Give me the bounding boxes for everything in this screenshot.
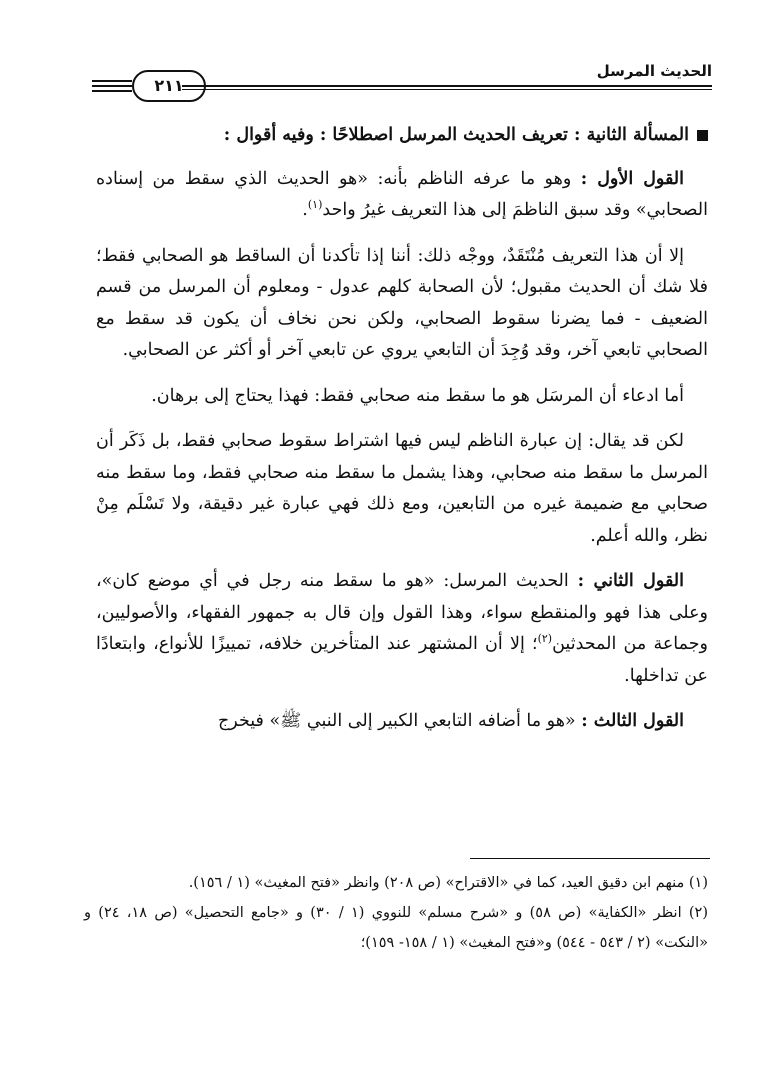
footnotes (84, 868, 708, 958)
second-opinion-label: القول الثاني : (577, 571, 684, 591)
first-opinion-text: وهو ما عرفه الناظم بأنه: «هو الحديث الذي سقط من إسناده الصحابي» وقد سبق الناظمَ إلى هذا التعريف غيرُ واحد (96, 168, 708, 220)
running-title: الحديث المرسل (596, 62, 712, 80)
section-title: تعريف الحديث المرسل اصطلاحًا : وفيه أقوال : (223, 125, 568, 145)
first-opinion-end: . (302, 200, 308, 220)
header-rule-thin (182, 89, 712, 90)
paragraph-first-opinion (96, 164, 708, 227)
page-header (92, 58, 712, 98)
paragraph-critique: إلا أن هذا التعريف مُنْتَقَدٌ، ووجْه ذلك: أننا إذا تأكدنا أن الساقط هو الصحابي فقط؛ فلا شك أن الحديث مقبول؛ لأن الصحابة كلهم عدول - ومعلوم أن المرسل من قسم الضعيف - فما يضرنا سقوط الصحابي، ولكن نحن نخاف أن يكون قد سقط مع الصحابي تابعي آخر، وقد وُجِدَ أن التابعي يروي عن تابعي آخر أو أكثر عن الصحابي. (96, 245, 708, 360)
third-opinion-label: القول الثالث : (581, 711, 684, 731)
second-opinion-end: ؛ إلا أن المشتهر عند المتأخرين خلافه، تمييزًا للأنواع، وابتعادًا عن تداخلها. (96, 634, 708, 686)
paragraph-response: لكن قد يقال: إن عبارة الناظم ليس فيها اشتراط سقوط صحابي فقط، بل ذَكَر أن المرسل ما سقط منه صحابي، وهذا يشمل ما سقط منه صحابي فقط، وما سقط منه صحابي مع ضميمة غيره من التابعين، ومع ذلك فهي عبارة غير دقيقة، ولا تَسْلَم مِنْ نظر، والله أعلم. (96, 431, 708, 546)
square-bullet-icon (697, 130, 708, 141)
footnote-separator (470, 858, 710, 859)
main-text (96, 120, 708, 752)
paragraph-claim: أما ادعاء أن المرسَل هو ما سقط منه صحابي فقط: فهذا يحتاج إلى برهان. (151, 385, 684, 406)
section-heading (96, 120, 708, 152)
footnote-ref-2[interactable]: (٢) (537, 632, 553, 646)
footnote-2: (٢) انظر «الكفاية» (ص ٥٨) و «شرح مسلم» للنووي (١ / ٣٠) و «جامع التحصيل» (ص ١٨، ٢٤) و «النكت» (٢ / ٥٤٣ - ٥٤٤) و«فتح المغيث» (١ / ١٥٨- ١٥٩)؛ (84, 905, 708, 951)
section-label: المسألة الثانية : (574, 125, 689, 145)
third-opinion-text: «هو ما أضافه التابعي الكبير إلى النبي ﷺ» فيخرج (218, 711, 576, 731)
paragraph-second-opinion (96, 566, 708, 692)
paragraph-third-opinion (96, 706, 708, 738)
footnote-1: (١) منهم ابن دقيق العيد، كما في «الاقتراح» (ص ٢٠٨) وانظر «فتح المغيث» (١ / ١٥٦). (188, 875, 708, 891)
header-ornament (92, 80, 132, 95)
first-opinion-label: القول الأول : (580, 168, 684, 189)
page-number: ٢١١ (132, 70, 206, 102)
header-rule (182, 85, 712, 87)
footnote-ref-1[interactable]: (١) (307, 198, 323, 212)
second-opinion-text: الحديث المرسل: «هو ما سقط منه رجل في أي موضع كان»، وعلى هذا فهو والمنقطع سواء، وهذا القول وإن قال به جمهور الفقهاء، والأصوليين، وجماعة من المحدثين (96, 571, 708, 654)
